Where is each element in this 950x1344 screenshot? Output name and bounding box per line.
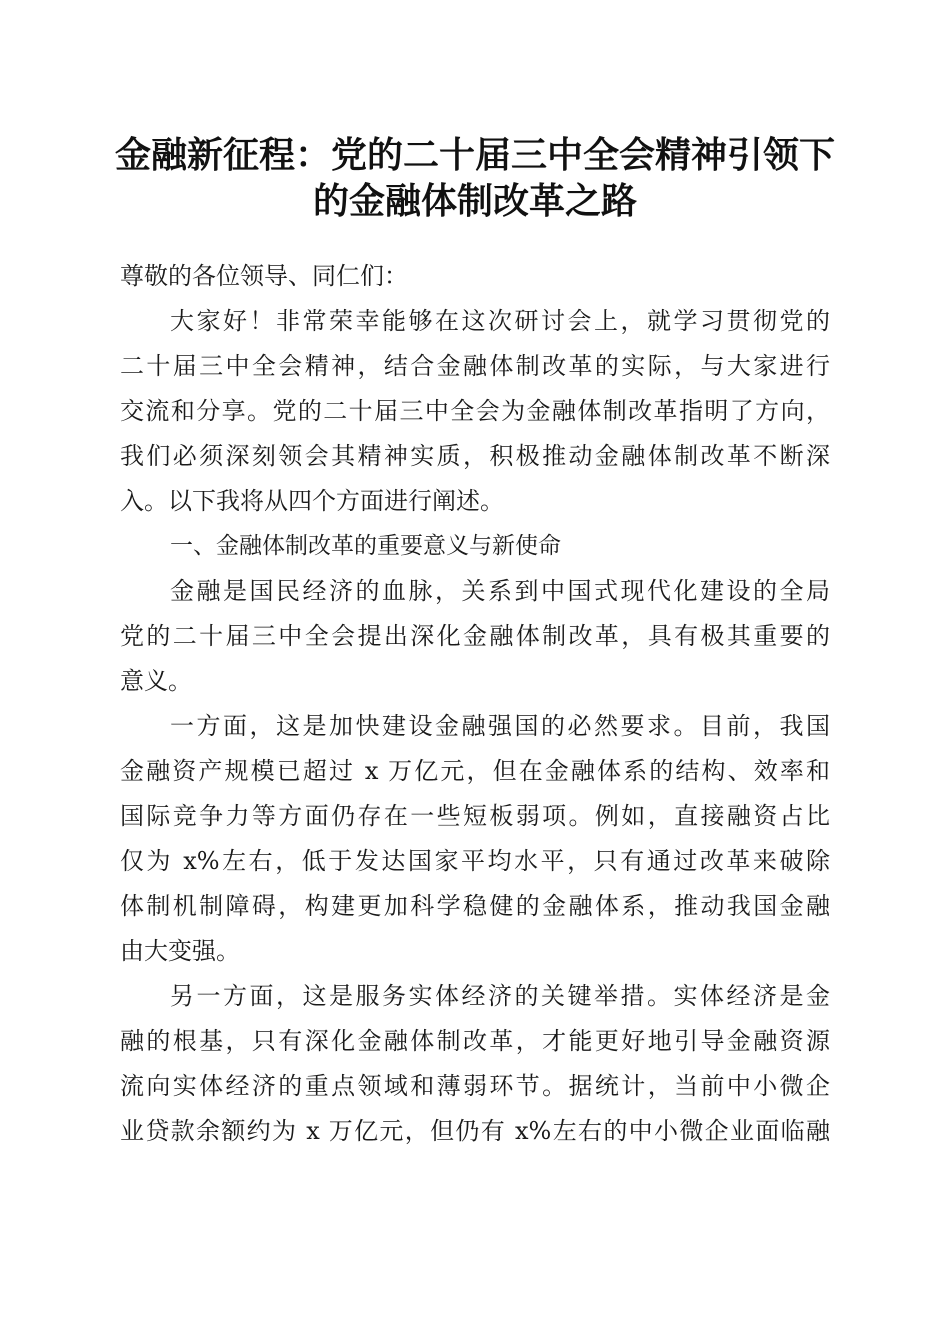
intro-paragraph bbox=[120, 299, 830, 524]
paragraph-2-line-4: 仅为 x%左右，低于发达国家平均水平，只有通过改革来破除 bbox=[120, 847, 830, 875]
paragraph-2-line-1: 一方面，这是加快建设金融强国的必然要求。目前，我国 bbox=[170, 712, 830, 740]
paragraph-2-line-3: 国际竞争力等方面仍存在一些短板弱项。例如，直接融资占比 bbox=[120, 802, 830, 830]
paragraph-1-line-3: 意义。 bbox=[120, 667, 192, 695]
paragraph-3-line-4: 业贷款余额约为 x 万亿元，但仍有 x%左右的中小微企业面临融 bbox=[120, 1117, 830, 1145]
document-title bbox=[90, 132, 860, 224]
paragraph-3 bbox=[120, 974, 830, 1154]
section-heading: 一、金融体制改革的重要意义与新使命 bbox=[170, 533, 561, 559]
paragraph-1-line-2: 党的二十届三中全会提出深化金融体制改革，具有极其重要的 bbox=[120, 622, 830, 650]
intro-line-4: 我们必须深刻领会其精神实质，积极推动金融体制改革不断深 bbox=[120, 442, 830, 470]
paragraph-2-line-2: 金融资产规模已超过 x 万亿元，但在金融体系的结构、效率和 bbox=[120, 757, 830, 785]
paragraph-1-line-1: 金融是国民经济的血脉，关系到中国式现代化建设的全局 bbox=[170, 577, 830, 605]
intro-line-3: 交流和分享。党的二十届三中全会为金融体制改革指明了方向， bbox=[120, 397, 830, 425]
intro-line-2: 二十届三中全会精神，结合金融体制改革的实际，与大家进行 bbox=[120, 352, 830, 380]
title-line-1: 金融新征程：党的二十届三中全会精神引领下 bbox=[114, 134, 835, 176]
paragraph-2-line-5: 体制机制障碍，构建更加科学稳健的金融体系，推动我国金融 bbox=[120, 892, 830, 920]
salutation: 尊敬的各位领导、同仁们： bbox=[120, 262, 408, 290]
paragraph-2 bbox=[120, 704, 830, 974]
title-line-2: 的金融体制改革之路 bbox=[312, 180, 637, 222]
paragraph-2-line-6: 由大变强。 bbox=[120, 937, 240, 965]
intro-line-5: 入。以下我将从四个方面进行阐述。 bbox=[120, 487, 504, 515]
intro-line-1: 大家好！非常荣幸能够在这次研讨会上，就学习贯彻党的 bbox=[170, 307, 830, 335]
document-body bbox=[120, 254, 830, 1154]
paragraph-3-line-3: 流向实体经济的重点领域和薄弱环节。据统计，当前中小微企 bbox=[120, 1072, 830, 1100]
paragraph-3-line-1: 另一方面，这是服务实体经济的关键举措。实体经济是金 bbox=[170, 982, 830, 1010]
paragraph-1 bbox=[120, 569, 830, 704]
paragraph-3-line-2: 融的根基，只有深化金融体制改革，才能更好地引导金融资源 bbox=[120, 1027, 830, 1055]
